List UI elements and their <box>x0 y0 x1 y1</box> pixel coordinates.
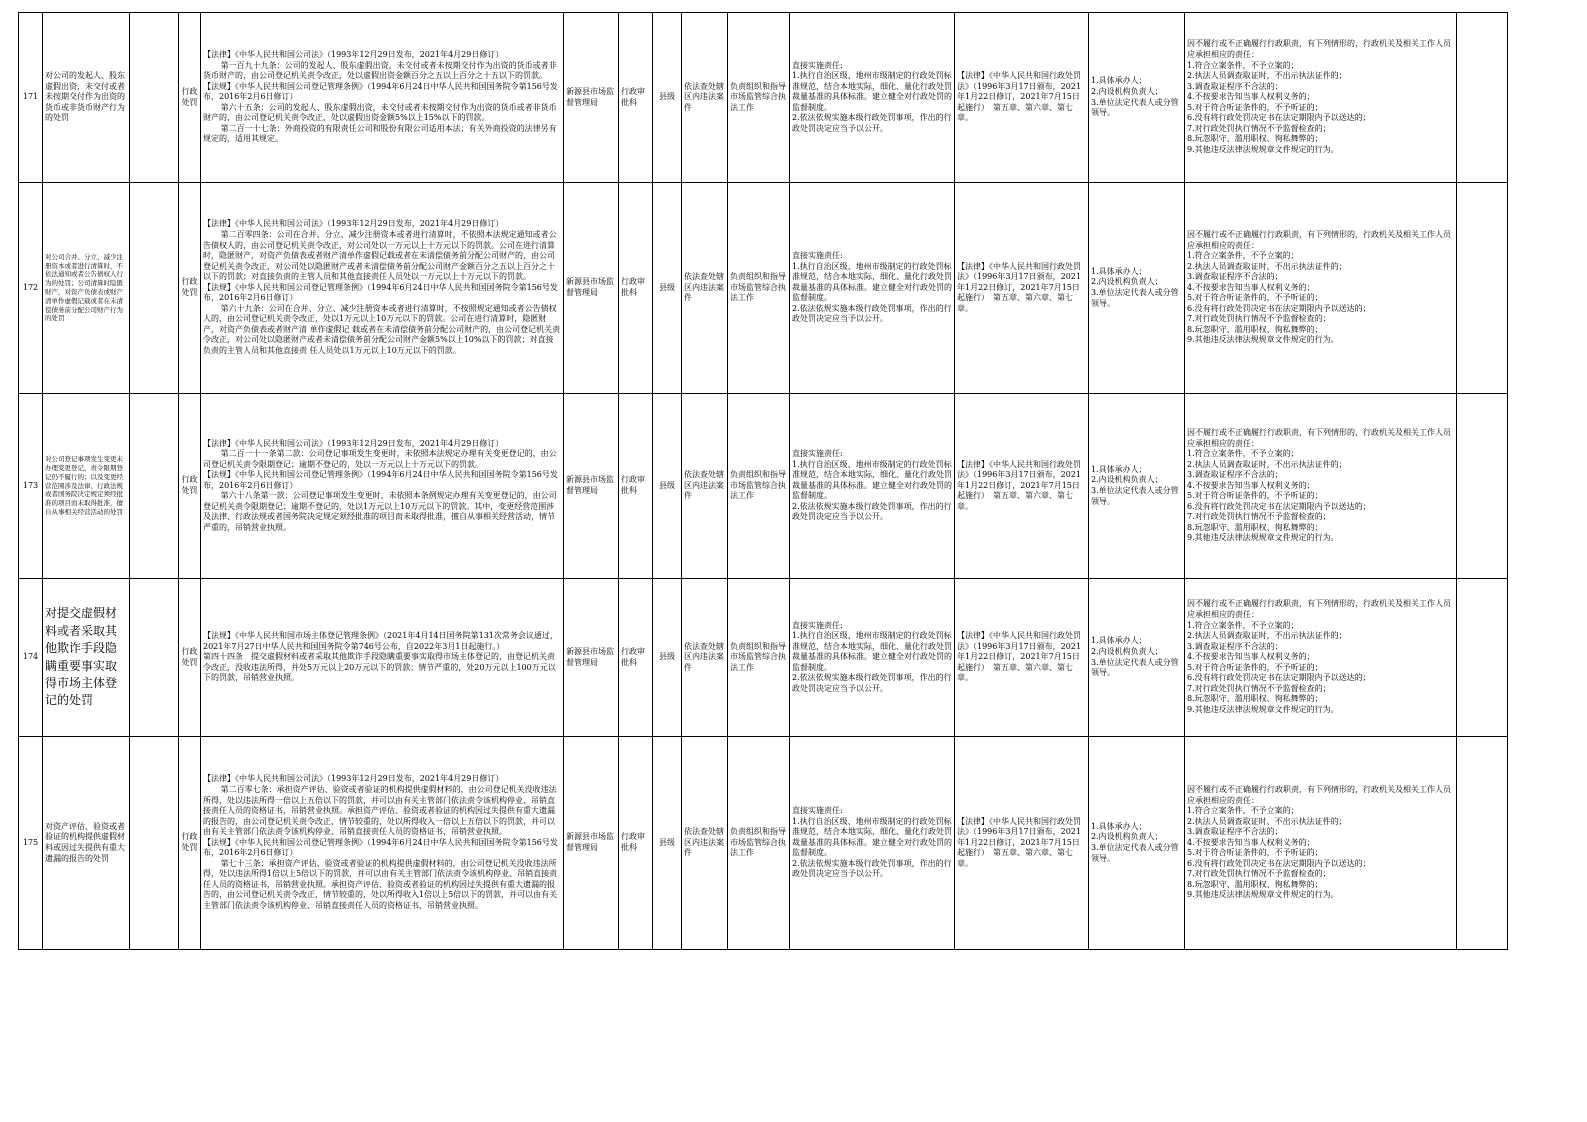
implementation-basis-cell: 【法律】《中华人民共和国行政处罚法》（1996年3月17日颁布，2021年1月22日修订，2021年7月15日起施行） 第五章、第六章、第七章。 <box>955 737 1089 950</box>
accountability-line: 9.其他违反法律法规规章文件规定的行为。 <box>1187 144 1339 154</box>
accountability-line: 8.玩忽职守、滥用职权、徇私舞弊的； <box>1187 879 1323 889</box>
duty-cell: 负责组织和指导市场监管综合执法工作 <box>728 183 790 394</box>
implementation-basis-cell: 【法律】《中华人民共和国行政处罚法》（1996年3月17日颁布，2021年1月22日修订，2021年7月15日起施行） 第五章、第六章、第七章。 <box>955 13 1089 183</box>
row-seq-cell: 173 <box>19 394 43 579</box>
basis-source-line: 【法规】《中华人民共和国公司登记管理条例》（1994年6月24日中华人民共和国国务院令第156号发布，2016年2月6日修订） <box>203 282 558 303</box>
dept-cell: 新源县市场监督管理局 <box>564 183 619 394</box>
duty-cell: 负责组织和指导市场监管综合执法工作 <box>728 579 790 737</box>
item-code-cell <box>130 13 179 183</box>
accountability-line: 6.没有将行政处罚决定书在法定期限内予以送达的； <box>1187 501 1371 511</box>
accountability-line: 1.符合立案条件，不予立案的； <box>1187 60 1299 70</box>
accountability-line: 9.其他违反法律法规规章文件规定的行为。 <box>1187 890 1339 900</box>
item-name-cell: 对公司的发起人、股东虚假出资，未交付或者未按期交付作为出资的货币或非货币财产行为的处罚 <box>43 13 130 183</box>
responsible-person-line: 1.具体承办人； <box>1091 464 1147 474</box>
basis-article-text: 第二百零七条：承担资产评估、验资或者验证的机构提供虚假材料的，由公司登记机关没收违法所得，处以违法所得一倍以上五倍以下的罚款，并可以由有关主管部门依法责令该机构停业、吊销直接责任人员的资格证书，吊销营业执照。承担资产评估、验资或者验证的机构因过失提供有重大遗漏的报告的，由公司登记机关责令改正，情节较重的，处以所得收入一倍以上五倍以下的罚款，并可以由有关主管部门依法责令该机构停业、吊销直接责任人员的资格证书，吊销营业执照。 <box>203 784 557 837</box>
dept-cell: 新源县市场监督管理局 <box>564 737 619 950</box>
accountability-line: 2.执法人员调查取证时，不出示执法证件的； <box>1187 261 1347 271</box>
implementation-duty-cell <box>790 13 955 183</box>
responsible-persons-cell <box>1089 737 1185 950</box>
accountability-line: 6.没有将行政处罚决定书在法定期限内予以送达的； <box>1187 303 1371 313</box>
approval-dept-cell: 行政审批科 <box>619 183 653 394</box>
accountability-line: 6.没有将行政处罚决定书在法定期限内予以送达的； <box>1187 673 1371 683</box>
accountability-cell <box>1185 579 1457 737</box>
duty-cell: 负责组织和指导市场监管综合执法工作 <box>728 737 790 950</box>
implementation-duty-cell <box>790 737 955 950</box>
basis-source-line: 【法规】《中华人民共和国公司登记管理条例》（1994年6月24日中华人民共和国国务院令第156号发布，2016年2月6日修订） <box>203 837 558 858</box>
row-seq-cell: 175 <box>19 737 43 950</box>
accountability-line: 3.调查取证程序不合法的； <box>1187 827 1283 837</box>
basis-source-line: 【法律】《中华人民共和国公司法》（1993年12月29日发布，2021年4月29日修订） <box>203 50 504 60</box>
item-type-cell: 行政处罚 <box>179 579 201 737</box>
basis-article-text: 第六十五条：公司的发起人、股东虚假出资，未交付或者未按期交付作为出资的货币或者非货币财产的，由公司登记机关责令改正，处以虚假出资金额5%以上15%以下的罚款。 <box>203 102 557 123</box>
scope-cell: 依法查处辖区内违法案件 <box>682 394 728 579</box>
item-name-cell: 对提交虚假材料或者采取其他欺诈手段隐瞒重要事实取得市场主体登记的处罚 <box>43 579 130 737</box>
implementation-line: 2.依法依规实施本级行政处罚事项，作出的行政处罚决定应当予以公开。 <box>792 858 952 879</box>
accountability-cell <box>1185 13 1457 183</box>
approval-dept-cell: 行政审批科 <box>619 579 653 737</box>
level-cell: 县级 <box>653 579 682 737</box>
legal-basis-cell <box>201 394 564 579</box>
accountability-line: 4.不按要求告知当事人权利义务的； <box>1187 837 1315 847</box>
scope-cell: 依法查处辖区内违法案件 <box>682 13 728 183</box>
accountability-line: 2.执法人员调查取证时，不出示执法证件的； <box>1187 459 1347 469</box>
accountability-cell <box>1185 394 1457 579</box>
implementation-duty-cell <box>790 183 955 394</box>
implementation-line: 2.依法依规实施本级行政处罚事项，作出的行政处罚决定应当予以公开。 <box>792 303 952 324</box>
responsible-person-line: 1.具体承办人； <box>1091 266 1147 276</box>
accountability-line: 3.调查取证程序不合法的； <box>1187 272 1283 282</box>
row-seq-cell: 172 <box>19 183 43 394</box>
accountability-line: 7.对行政处罚执行情况不予监督检查的； <box>1187 314 1331 324</box>
responsible-person-line: 2.内设机构负责人； <box>1091 832 1163 842</box>
basis-source-line: 【法规】《中华人民共和国公司登记管理条例》（1994年6月24日中华人民共和国国务院令第156号发布，2016年2月6日修订） <box>203 81 558 102</box>
accountability-line: 因不履行或不正确履行行政职责，有下列情形的，行政机关及相关工作人员应承担相应的责任： <box>1187 39 1451 60</box>
accountability-line: 7.对行政处罚执行情况不予监督检查的； <box>1187 512 1331 522</box>
approval-dept-cell: 行政审批科 <box>619 13 653 183</box>
legal-basis-cell <box>201 183 564 394</box>
item-name-cell: 对公司登记事项发生变更未办理变更登记、责令限期登记仍不履行的；以及变更经营范围涉及法律、行政法规或者国务院决定规定须经批准的项目而未取得批准，擅自从事相关经营活动的处罚 <box>43 394 130 579</box>
basis-article-text: 第六十九条：公司在合并、分立、减少注册资本或者进行清算时，不按照规定通知或者公告债权人的，由公司登记机关责令改正，处以1万元以上10万元以下的罚款。公司在进行清算时，隐匿财产，对资产负债表或者财产清 单作虚假记 载或者在未清偿债务前分配公司财产的，由公司登记机关责令改正，对公司处以隐匿财产或者未清偿债务前分配公司财产金额5%以上10%以下的罚款；对直接负责的主管人员和其他直接责 任人员处以1万元以上10万元以下的罚款。 <box>203 303 561 355</box>
implementation-line: 1.执行自治区级、地州市级制定的行政处罚标准规范，结合本地实际，细化、量化行政处罚裁量基准的具体标准。建立健全对行政处罚的监督制度。 <box>792 261 952 303</box>
responsible-person-line: 3.单位法定代表人或分管领导。 <box>1091 843 1179 863</box>
remark-cell <box>1457 394 1508 579</box>
accountability-line: 1.符合立案条件，不予立案的； <box>1187 620 1299 630</box>
item-code-cell <box>130 183 179 394</box>
accountability-line: 因不履行或不正确履行行政职责，有下列情形的，行政机关及相关工作人员应承担相应的责任： <box>1187 599 1451 620</box>
remark-cell <box>1457 579 1508 737</box>
table-row <box>19 737 1508 950</box>
item-code-cell <box>130 737 179 950</box>
scope-cell: 依法查处辖区内违法案件 <box>682 737 728 950</box>
implementation-line: 直接实施责任: <box>792 620 843 630</box>
accountability-line: 8.玩忽职守、滥用职权、徇私舞弊的； <box>1187 134 1323 144</box>
level-cell: 县级 <box>653 13 682 183</box>
basis-article-text: 第六十八条第一款：公司登记事项发生变更时，未依照本条例规定办理有关变更登记的，由公司登记机关责令限期登记；逾期不登记的，处以1万元以上10万元以下的罚款。其中，变更经营范围涉及法律、行政法规或者国务院决定规定须经批准的项目而未取得批准，擅自从事相关经营活动，情节严重的，吊销营业执照。 <box>203 491 557 532</box>
accountability-line: 2.执法人员调查取证时，不出示执法证件的； <box>1187 816 1347 826</box>
table-row <box>19 394 1508 579</box>
power-list-table <box>18 12 1508 950</box>
item-type-cell: 行政处罚 <box>179 394 201 579</box>
item-type-cell: 行政处罚 <box>179 183 201 394</box>
basis-source-line: 【法律】《中华人民共和国公司法》（1993年12月29日发布，2021年4月29日修订） <box>203 219 504 229</box>
accountability-line: 7.对行政处罚执行情况不予监督检查的； <box>1187 869 1331 879</box>
accountability-line: 4.不按要求告知当事人权利义务的； <box>1187 92 1315 102</box>
accountability-line: 1.符合立案条件，不予立案的； <box>1187 449 1299 459</box>
accountability-line: 8.玩忽职守、滥用职权、徇私舞弊的； <box>1187 694 1323 704</box>
implementation-basis-cell: 【法律】《中华人民共和国行政处罚法》（1996年3月17日颁布，2021年1月22日修订，2021年7月15日起施行） 第五章、第六章、第七章。 <box>955 394 1089 579</box>
scope-cell: 依法查处辖区内违法案件 <box>682 183 728 394</box>
accountability-line: 9.其他违反法律法规规章文件规定的行为。 <box>1187 335 1339 345</box>
remark-cell <box>1457 737 1508 950</box>
implementation-basis-cell: 【法律】《中华人民共和国行政处罚法》（1996年3月17日颁布，2021年1月22日修订，2021年7月15日起施行） 第五章、第六章、第七章。 <box>955 183 1089 394</box>
basis-source-line: 【法律】《中华人民共和国公司法》（1993年12月29日发布，2021年4月29日修订） <box>203 438 504 448</box>
accountability-line: 6.没有将行政处罚决定书在法定期限内予以送达的； <box>1187 113 1371 123</box>
responsible-person-line: 1.具体承办人； <box>1091 76 1147 86</box>
implementation-line: 直接实施责任: <box>792 449 843 459</box>
implementation-basis-cell: 【法律】《中华人民共和国行政处罚法》（1996年3月17日颁布，2021年1月22日修订，2021年7月15日起施行） 第五章、第六章、第七章。 <box>955 579 1089 737</box>
accountability-line: 5.对于符合听证条件的，不予听证的； <box>1187 293 1323 303</box>
basis-article-text: 第一百九十九条：公司的发起人、股东虚假出资，未交付或者未按期交付作为出资的货币或者非货币财产的，由公司登记机关责令改正，处以虚假出资金额百分之五以上百分之十五以下的罚款。 <box>203 60 557 81</box>
accountability-line: 7.对行政处罚执行情况不予监督检查的； <box>1187 683 1331 693</box>
item-type-cell: 行政处罚 <box>179 13 201 183</box>
implementation-line: 直接实施责任: <box>792 60 843 70</box>
accountability-line: 2.执法人员调查取证时，不出示执法证件的； <box>1187 631 1347 641</box>
level-cell: 县级 <box>653 183 682 394</box>
item-code-cell <box>130 579 179 737</box>
accountability-line: 4.不按要求告知当事人权利义务的； <box>1187 480 1315 490</box>
accountability-line: 9.其他违反法律法规规章文件规定的行为。 <box>1187 533 1339 543</box>
responsible-persons-cell <box>1089 394 1185 579</box>
responsible-person-line: 1.具体承办人； <box>1091 636 1147 646</box>
item-type-cell: 行政处罚 <box>179 737 201 950</box>
implementation-duty-cell <box>790 394 955 579</box>
accountability-line: 因不履行或不正确履行行政职责，有下列情形的，行政机关及相关工作人员应承担相应的责任： <box>1187 784 1451 805</box>
implementation-line: 2.依法依规实施本级行政处罚事项，作出的行政处罚决定应当予以公开。 <box>792 501 952 522</box>
accountability-cell <box>1185 737 1457 950</box>
accountability-line: 5.对于符合听证条件的，不予听证的； <box>1187 491 1323 501</box>
implementation-duty-cell <box>790 579 955 737</box>
duty-cell: 负责组织和指导市场监管综合执法工作 <box>728 394 790 579</box>
accountability-line: 因不履行或不正确履行行政职责，有下列情形的，行政机关及相关工作人员应承担相应的责任： <box>1187 229 1451 250</box>
accountability-line: 5.对于符合听证条件的，不予听证的； <box>1187 662 1323 672</box>
implementation-line: 2.依法依规实施本级行政处罚事项，作出的行政处罚决定应当予以公开。 <box>792 113 952 133</box>
basis-article-text: 第二百一十七条：外商投资的有限责任公司和股份有限公司适用本法；有关外商投资的法律另有规定的，适用其规定。 <box>203 123 557 144</box>
legal-basis-cell <box>201 737 564 950</box>
accountability-line: 1.符合立案条件，不予立案的； <box>1187 806 1299 816</box>
dept-cell: 新源县市场监督管理局 <box>564 394 619 579</box>
responsible-person-line: 2.内设机构负责人； <box>1091 277 1163 287</box>
responsible-person-line: 3.单位法定代表人或分管领导。 <box>1091 486 1179 506</box>
accountability-cell <box>1185 183 1457 394</box>
remark-cell <box>1457 183 1508 394</box>
duty-cell: 负责组织和指导市场监管综合执法工作 <box>728 13 790 183</box>
basis-article-text: 第四十四条 提交虚假材料或者采取其他欺诈手段隐瞒重要事实取得市场主体登记的，由登记机关责令改正，没收违法所得，并处5万元以上20万元以下的罚款；情节严重的，处20万元以上100万元以下的罚款，吊销营业执照。 <box>203 652 556 683</box>
responsible-person-line: 2.内设机构负责人； <box>1091 646 1163 656</box>
accountability-line: 2.执法人员调查取证时，不出示执法证件的； <box>1187 71 1347 81</box>
responsible-person-line: 2.内设机构负责人； <box>1091 475 1163 485</box>
accountability-line: 6.没有将行政处罚决定书在法定期限内予以送达的； <box>1187 858 1371 868</box>
implementation-line: 1.执行自治区级、地州市级制定的行政处罚标准规范，结合本地实际，细化、量化行政处罚裁量基准的具体标准。建立健全对行政处罚的监督制度。 <box>792 71 952 112</box>
accountability-line: 9.其他违反法律法规规章文件规定的行为。 <box>1187 704 1339 714</box>
accountability-line: 4.不按要求告知当事人权利义务的； <box>1187 282 1315 292</box>
accountability-line: 3.调查取证程序不合法的； <box>1187 470 1283 480</box>
accountability-line: 5.对于符合听证条件的，不予听证的； <box>1187 102 1323 112</box>
row-seq-cell: 174 <box>19 579 43 737</box>
responsible-persons-cell <box>1089 579 1185 737</box>
basis-article-text: 【法规】《中华人民共和国市场主体登记管理条例》（2021年4月14日国务院第131次常务会议通过，2021年7月27日中华人民共和国国务院令第746号公布，自2022年3月1日起施行。） <box>203 631 558 651</box>
accountability-line: 3.调查取证程序不合法的； <box>1187 81 1283 91</box>
implementation-line: 直接实施责任: <box>792 806 843 816</box>
responsible-person-line: 3.单位法定代表人或分管领导。 <box>1091 657 1179 678</box>
responsible-person-line: 3.单位法定代表人或分管领导。 <box>1091 288 1179 308</box>
dept-cell: 新源县市场监督管理局 <box>564 579 619 737</box>
level-cell: 县级 <box>653 737 682 950</box>
implementation-line: 直接实施责任: <box>792 251 843 261</box>
row-seq-cell: 171 <box>19 13 43 183</box>
accountability-line: 3.调查取证程序不合法的； <box>1187 641 1283 651</box>
accountability-line: 7.对行政处罚执行情况不予监督检查的； <box>1187 123 1331 133</box>
responsible-person-line: 3.单位法定代表人或分管领导。 <box>1091 97 1179 118</box>
implementation-line: 1.执行自治区级、地州市级制定的行政处罚标准规范，结合本地实际，细化、量化行政处罚裁量基准的具体标准。建立健全对行政处罚的监督制度。 <box>792 459 952 501</box>
accountability-line: 5.对于符合听证条件的，不予听证的； <box>1187 848 1323 858</box>
table-row <box>19 183 1508 394</box>
accountability-line: 1.符合立案条件，不予立案的； <box>1187 251 1299 261</box>
basis-source-line: 【法规】《中华人民共和国公司登记管理条例》（1994年6月24日中华人民共和国国务院令第156号发布，2016年2月6日修订） <box>203 470 558 490</box>
accountability-line: 因不履行或不正确履行行政职责，有下列情形的，行政机关及相关工作人员应承担相应的责任： <box>1187 427 1451 448</box>
legal-basis-cell <box>201 13 564 183</box>
item-name-cell: 对资产评估、验资或者验证的机构提供虚假材料或因过失提供有重大遗漏的报告的处罚 <box>43 737 130 950</box>
level-cell: 县级 <box>653 394 682 579</box>
responsible-persons-cell <box>1089 13 1185 183</box>
item-name-cell: 对公司合并、分立、减少注册资本或者进行清算时，不依法通知或者公告债权人行为的处罚；公司清算时隐匿财产，对资产负债表或财产清单作虚假记载或者在未清偿债务前分配公司财产行为的处罚 <box>43 183 130 394</box>
scope-cell: 依法查处辖区内违法案件 <box>682 579 728 737</box>
accountability-line: 8.玩忽职守、滥用职权、徇私舞弊的； <box>1187 324 1323 334</box>
item-code-cell <box>130 394 179 579</box>
table-row <box>19 579 1508 737</box>
implementation-line: 1.执行自治区级、地州市级制定的行政处罚标准规范，结合本地实际，细化、量化行政处罚裁量基准的具体标准。建立健全对行政处罚的监督制度。 <box>792 631 952 672</box>
basis-article-text: 第二百一十一条第二款：公司登记事项发生变更时，未依照本法规定办理有关变更登记的，由公司登记机关责令限期登记；逾期不登记的，处以一万元以上十万元以下的罚款。 <box>203 449 557 469</box>
accountability-line: 4.不按要求告知当事人权利义务的； <box>1187 652 1315 662</box>
responsible-person-line: 1.具体承办人； <box>1091 821 1147 831</box>
responsible-person-line: 2.内设机构负责人； <box>1091 86 1163 96</box>
responsible-persons-cell <box>1089 183 1185 394</box>
table-row <box>19 13 1508 183</box>
basis-article-text: 第二百零四条：公司在合并、分立、减少注册资本或者进行清算时，不依照本法规定通知或者公告债权人的，由公司登记机关责令改正，对公司处以一万元以上十万元以下的罚款。公司在进行清算时，隐匿财产，对资产负债表或者财产清单作虚假记载或者在未清偿债务前分配公司财产的，由公司登记机关责令改正，对公司处以隐匿财产或者未清偿债务前分配公司财产金额百分之五以上百分之十以下的罚款；对直接负责的主管人员和其他直接责任人员处以一万元以上十万元以下的罚款。 <box>203 229 557 282</box>
remark-cell <box>1457 13 1508 183</box>
legal-basis-cell <box>201 579 564 737</box>
basis-article-text: 第七十三条：承担资产评估、验资或者验证的机构提供虚假材料的，由公司登记机关没收违法所得，处以违法所得1倍以上5倍以下的罚款，并可以由有关主管部门依法责令该机构停业、吊销直接责任人员的资格证书，吊销营业执照。承担资产评估、验资或者验证的机构因过失提供有重大遗漏的报告的，由公司登记机关责令改正，情节较重的，处以所得收入1倍以上5倍以下的罚款，并可以由有关主管部门依法责令该机构停业、吊销直接责任人员的资格证书，吊销营业执照。 <box>203 858 558 910</box>
implementation-line: 2.依法依规实施本级行政处罚事项，作出的行政处罚决定应当予以公开。 <box>792 673 952 693</box>
approval-dept-cell: 行政审批科 <box>619 737 653 950</box>
approval-dept-cell: 行政审批科 <box>619 394 653 579</box>
accountability-line: 8.玩忽职守、滥用职权、徇私舞弊的； <box>1187 522 1323 532</box>
basis-source-line: 【法律】《中华人民共和国公司法》（1993年12月29日发布，2021年4月29日修订） <box>203 774 504 784</box>
dept-cell: 新源县市场监督管理局 <box>564 13 619 183</box>
implementation-line: 1.执行自治区级、地州市级制定的行政处罚标准规范，结合本地实际，细化、量化行政处罚裁量基准的具体标准。建立健全对行政处罚的监督制度。 <box>792 816 952 858</box>
